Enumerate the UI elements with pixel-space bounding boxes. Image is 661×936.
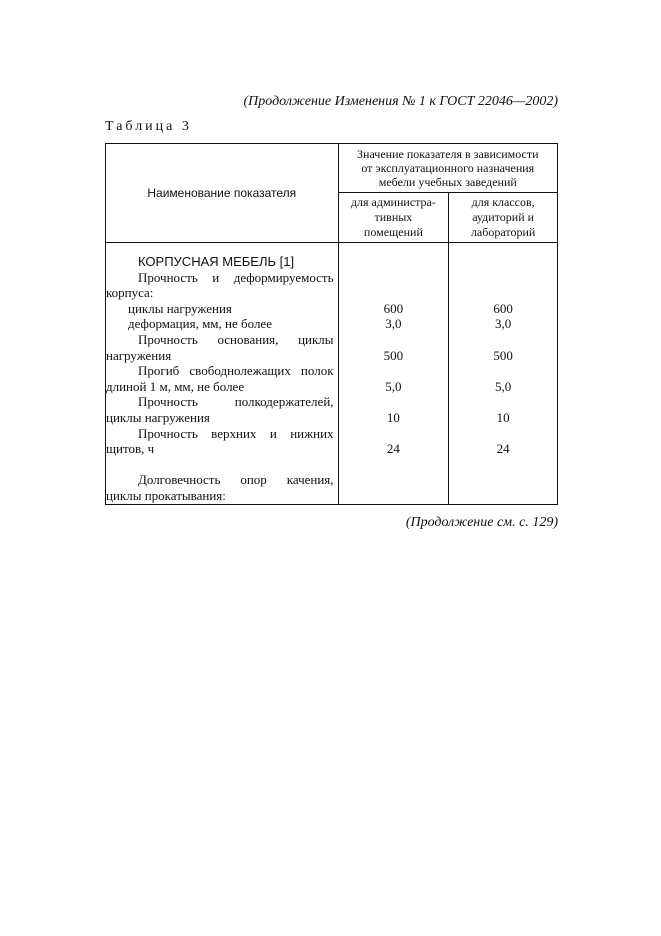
- value-admin: 500: [383, 347, 404, 363]
- header-sub-line: для администра-: [350, 195, 436, 209]
- value-classroom: [449, 270, 557, 286]
- indicator-name: щитов, ч: [106, 441, 155, 457]
- header-sub-line: для классов,: [471, 195, 535, 209]
- value-admin: [339, 270, 449, 286]
- indicator-name: Прочность и деформируемость: [138, 269, 334, 285]
- indicator-name: Прогиб свободнолежащих полок: [138, 363, 334, 379]
- value-classroom: [449, 472, 557, 488]
- header-sub-line: тивных: [374, 210, 413, 224]
- value-admin: [339, 472, 449, 488]
- value-admin: 5,0: [385, 378, 402, 394]
- header-sub-line: лабораторий: [470, 225, 536, 239]
- value-admin: [339, 363, 449, 379]
- value-classroom: 600: [493, 300, 513, 316]
- admin-values-cell: [338, 243, 449, 505]
- indicator-name: длиной 1 м, мм, не более: [106, 378, 245, 394]
- indicator-name: циклы нагружения: [106, 409, 210, 425]
- value-classroom: 500: [493, 347, 513, 363]
- indicator-name: Прочность верхних и нижних: [138, 425, 334, 441]
- value-admin: [339, 488, 449, 504]
- header-value-group-line: от эксплуатационного назначения: [361, 161, 535, 175]
- value-admin: [339, 254, 449, 270]
- value-classroom: 24: [496, 441, 510, 457]
- table-label: Таблица 3: [105, 119, 192, 134]
- value-classroom: 5,0: [495, 378, 512, 394]
- indicator-name: нагружения: [106, 347, 172, 363]
- value-admin: [339, 332, 449, 348]
- classroom-values-cell: [449, 243, 558, 505]
- value-classroom: 3,0: [495, 316, 512, 332]
- header-classrooms: [449, 193, 558, 243]
- value-classroom: [449, 426, 557, 442]
- header-sub-line: аудиторий и: [472, 210, 535, 224]
- value-classroom: [449, 285, 557, 301]
- indicator-name: циклы нагружения: [128, 300, 232, 316]
- indicator-table: [105, 143, 558, 505]
- value-admin: [339, 285, 449, 301]
- indicator-name: Прочность полкодержателей,: [138, 394, 334, 410]
- value-admin: 10: [386, 409, 400, 425]
- header-value-group: [338, 144, 557, 193]
- value-classroom: [449, 488, 557, 504]
- continuation-footer: (Продолжение см. с. 129): [405, 515, 558, 530]
- value-classroom: [449, 254, 557, 270]
- header-value-group-line: Значение показателя в зависимости: [357, 147, 539, 161]
- value-classroom: [449, 332, 557, 348]
- indicator-name: деформация, мм, не более: [128, 316, 272, 332]
- header-indicator-name: Наименование показателя: [106, 144, 339, 243]
- continuation-header: (Продолжение Изменения № 1 к ГОСТ 22046—2002): [243, 94, 558, 109]
- value-admin: 600: [383, 300, 404, 316]
- value-admin: [339, 457, 449, 473]
- indicator-name: Долговечность опор качения,: [138, 472, 334, 488]
- indicator-name: циклы прокатывания:: [106, 487, 226, 503]
- value-classroom: [449, 363, 557, 379]
- header-value-group-line: мебели учебных заведений: [378, 175, 517, 189]
- value-admin: [339, 394, 449, 410]
- section-title: КОРПУСНАЯ МЕБЕЛЬ [1]: [138, 254, 295, 269]
- spacer-row: [106, 457, 334, 473]
- value-classroom: [449, 394, 557, 410]
- value-classroom: 10: [496, 409, 510, 425]
- header-admin-premises: [338, 193, 449, 243]
- value-admin: [339, 426, 449, 442]
- indicator-name: корпуса:: [106, 285, 154, 301]
- value-admin: 24: [386, 441, 400, 457]
- value-classroom: [449, 457, 557, 473]
- header-sub-line: помещений: [363, 225, 423, 239]
- value-admin: 3,0: [385, 316, 402, 332]
- indicator-names-cell: [106, 243, 339, 505]
- indicator-name: Прочность основания, циклы: [138, 331, 334, 347]
